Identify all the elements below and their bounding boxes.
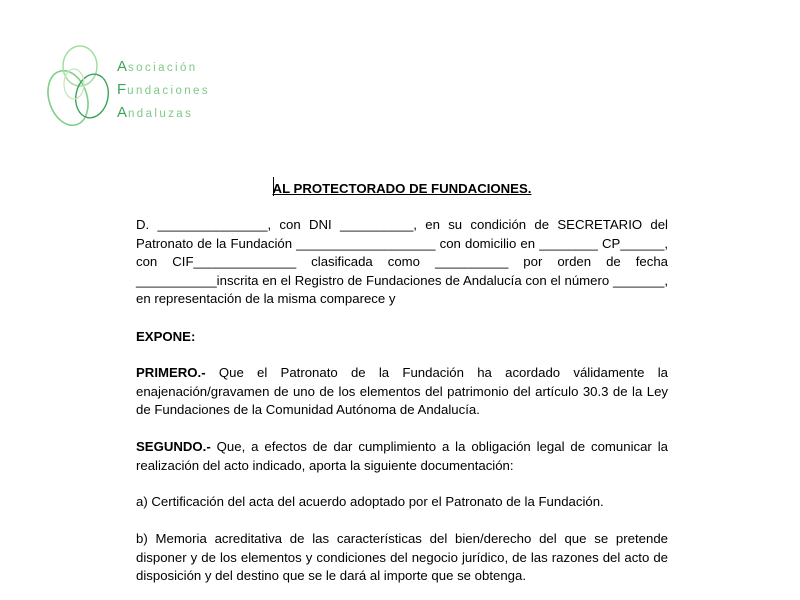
logo-line-1: Asociación (117, 58, 198, 75)
segundo-label: SEGUNDO.- (136, 439, 211, 454)
item-a-paragraph (136, 493, 668, 512)
item-a-text: a) Certificación del acta del acuerdo adoptado por el Patronato de la Fundación. (136, 494, 604, 509)
association-logo (44, 40, 224, 132)
expone-heading: EXPONE: (136, 329, 196, 344)
logo-rings-icon (44, 40, 124, 132)
document-title: AL PROTECTORADO DE FUNDACIONES. (272, 181, 532, 196)
intro-paragraph (136, 216, 668, 309)
primero-paragraph (136, 364, 668, 420)
intro-text: D. _______________, con DNI __________, en su condición de SECRETARIO del Patronato de la Fundación ___________________ con domicilio en ________ CP______, con CIF______________ clasificada como __________ por orden de fecha ___________inscrita en el Registro de Fundaciones de Andalucía con el número _______, en representación de la misma comparece y (136, 217, 668, 307)
logo-wordmark (117, 56, 210, 125)
segundo-text: Que, a efectos de dar cumplimiento a la obligación legal de comunicar la realización del acto indicado, aporta la siguiente documentación: (136, 439, 668, 473)
primero-label: PRIMERO.- (136, 365, 206, 380)
primero-text: Que el Patronato de la Fundación ha acordado válidamente la enajenación/gravamen de uno de los elementos del patrimonio del artículo 30.3 de la Ley de Fundaciones de la Comunidad Autónoma de Andalucía. (136, 365, 668, 418)
item-b-text: b) Memoria acreditativa de las características del bien/derecho del que se pretende disponer y de los elementos y condiciones del negocio jurídico, de las razones del acto de disposición y del destino que se le dará al importe que se obtenga. (136, 531, 668, 584)
logo-line-2: Fundaciones (117, 81, 210, 98)
logo-line-3: Andaluzas (117, 104, 194, 121)
segundo-paragraph (136, 438, 668, 475)
item-b-paragraph (136, 530, 668, 586)
